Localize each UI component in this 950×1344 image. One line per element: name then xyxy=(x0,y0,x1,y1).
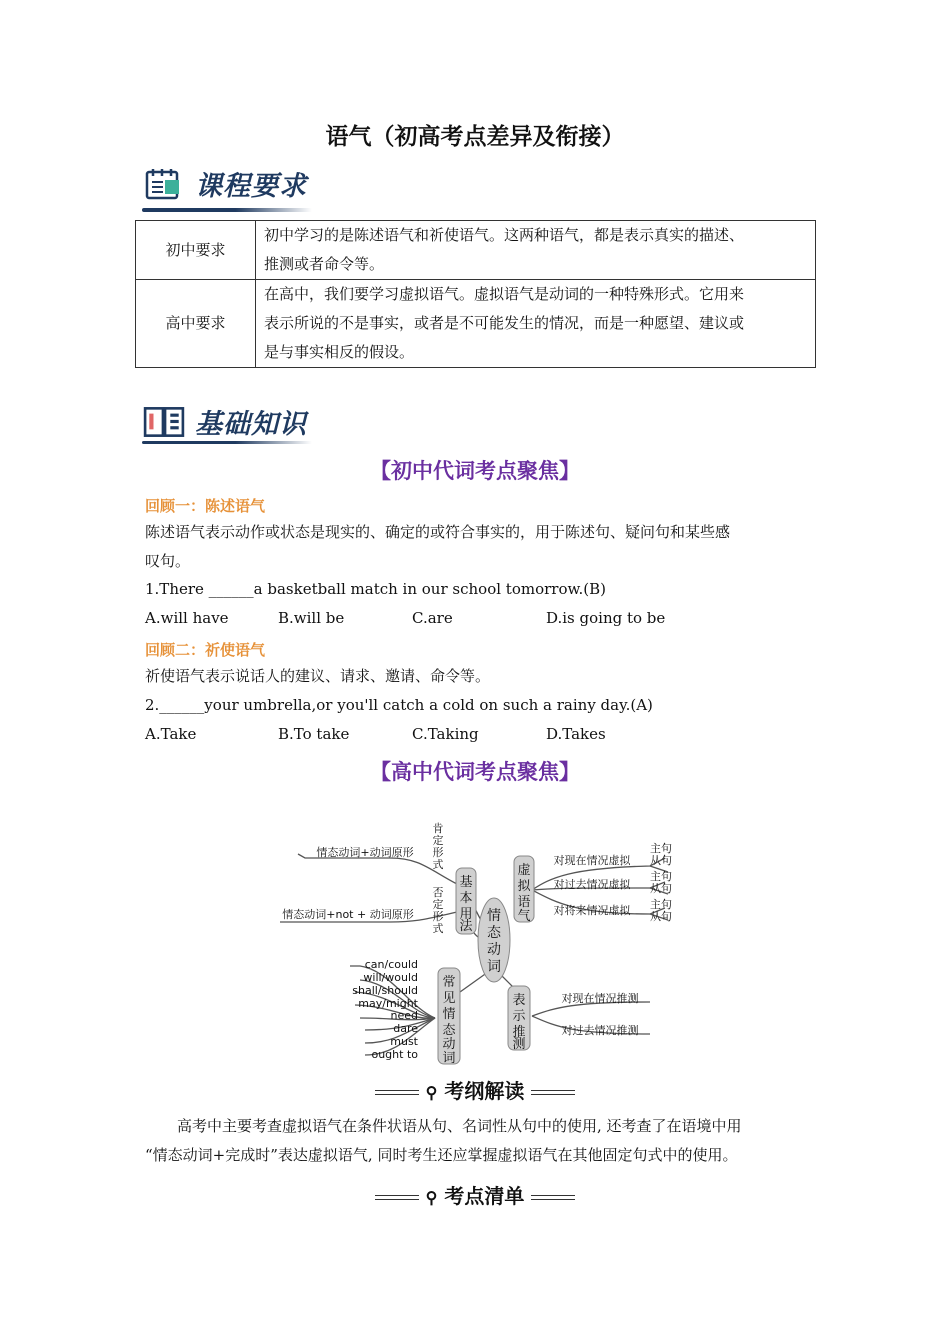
svg-text:动: 动 xyxy=(442,1037,456,1052)
section-underline xyxy=(142,441,312,444)
text-line: 陈述语气表示动作或状态是现实的、确定的或符合事实的，用于陈述句、疑问句和某些感 xyxy=(145,523,731,541)
svg-text:主句: 主句 xyxy=(650,870,672,883)
svg-text:表: 表 xyxy=(512,993,526,1008)
svg-text:否: 否 xyxy=(432,886,444,899)
text-line: 推测或者命令等。 xyxy=(264,255,385,273)
svg-text:shall/should: shall/should xyxy=(352,984,418,997)
section-underline xyxy=(142,208,312,212)
row-label: 高中要求 xyxy=(136,280,256,368)
negative-item: 情态动词+not + 动词原形 xyxy=(282,908,414,921)
svg-text:虚: 虚 xyxy=(517,863,531,878)
inference-item: 对现在情况推测 xyxy=(561,992,639,1005)
affirmative-item: 情态动词+动词原形 xyxy=(316,846,414,859)
review1-question: 1.There ______a basketball match in our school tomorrow.(B) xyxy=(145,580,607,598)
svg-text:词: 词 xyxy=(442,1051,456,1066)
requirements-table xyxy=(135,220,816,368)
review2-title: 回顾二：祈使语气 xyxy=(145,641,266,659)
svg-text:从句: 从句 xyxy=(650,882,672,895)
text-line: “情态动词+完成时”表达虚拟语气, 同时考生还应掌握虚拟语气在其他固定句式中的使用。 xyxy=(145,1146,738,1164)
senior-focus-heading: 【高中代词考点聚焦】 xyxy=(370,759,580,784)
section-title: 基础知识 xyxy=(195,409,307,440)
modal-list xyxy=(352,958,418,1061)
option: B.To take xyxy=(278,725,350,743)
book-icon xyxy=(143,404,185,440)
review1-title: 回顾一：陈述语气 xyxy=(145,497,266,515)
magnifier-icon: ⚲ xyxy=(425,1188,438,1207)
svg-text:从句: 从句 xyxy=(650,854,672,867)
review2-question: 2.______your umbrella,or you'll catch a cold on such a rainy day.(A) xyxy=(145,696,653,714)
divider-rule xyxy=(375,1195,419,1200)
svg-text:情: 情 xyxy=(487,908,501,924)
common-modals-node xyxy=(438,968,460,1066)
row-text xyxy=(256,221,816,280)
option: C.Taking xyxy=(412,725,479,743)
svg-text:动: 动 xyxy=(487,942,501,958)
table-row xyxy=(136,221,816,280)
review2-description: 祈使语气表示说话人的建议、请求、邀请、命令等。 xyxy=(145,667,491,685)
svg-text:从句: 从句 xyxy=(650,910,672,923)
svg-text:主句: 主句 xyxy=(650,842,672,855)
svg-text:must: must xyxy=(390,1035,418,1048)
svg-text:主句: 主句 xyxy=(650,898,672,911)
svg-text:语: 语 xyxy=(517,895,531,910)
modal-verbs-mindmap xyxy=(270,822,690,1066)
svg-text:词: 词 xyxy=(487,959,501,975)
outline-heading xyxy=(0,1075,950,1104)
option: D.Takes xyxy=(546,725,606,743)
subjunctive-node xyxy=(514,856,534,924)
svg-text:态: 态 xyxy=(442,1023,456,1038)
svg-text:can/could: can/could xyxy=(364,958,418,971)
subjunctive-item: 对现在情况虚拟 xyxy=(553,854,631,867)
svg-text:示: 示 xyxy=(512,1009,526,1024)
divider-rule xyxy=(531,1195,575,1200)
svg-text:用: 用 xyxy=(459,907,473,922)
svg-text:法: 法 xyxy=(459,919,473,934)
svg-text:推: 推 xyxy=(512,1025,526,1040)
text-line: 在高中，我们要学习虚拟语气。虚拟语气是动词的一种特殊形式。它用来 xyxy=(264,285,745,303)
svg-text:拟: 拟 xyxy=(517,879,531,894)
svg-text:态: 态 xyxy=(487,925,501,941)
outline-text xyxy=(145,1112,815,1170)
svg-text:本: 本 xyxy=(459,891,473,906)
subjunctive-item: 对过去情况虚拟 xyxy=(553,878,631,891)
svg-text:ought to: ought to xyxy=(371,1048,418,1061)
svg-text:式: 式 xyxy=(432,858,444,871)
inference-item: 对过去情况推测 xyxy=(561,1024,639,1037)
divider-rule xyxy=(375,1090,419,1095)
checklist-heading xyxy=(0,1180,950,1209)
svg-text:情: 情 xyxy=(442,1007,456,1022)
notepad-icon xyxy=(145,168,183,200)
svg-text:测: 测 xyxy=(512,1037,526,1052)
option: A.will have xyxy=(145,609,229,627)
negative-label xyxy=(433,886,444,935)
svg-text:基: 基 xyxy=(459,875,473,890)
text-line: 初中学习的是陈述语气和祈使语气。这两种语气，都是表示真实的描述、 xyxy=(264,226,745,244)
checklist-title: 考点清单 xyxy=(444,1184,525,1208)
svg-text:气: 气 xyxy=(517,909,531,924)
document-title: 语气（初高考点差异及衔接） xyxy=(325,123,625,150)
divider-rule xyxy=(531,1090,575,1095)
svg-text:dare: dare xyxy=(393,1022,418,1035)
text-line: 是与事实相反的假设。 xyxy=(264,343,415,361)
subjunctive-item: 对将来情况虚拟 xyxy=(553,904,631,917)
svg-text:may/might: may/might xyxy=(358,997,418,1010)
row-label: 初中要求 xyxy=(136,221,256,280)
svg-text:见: 见 xyxy=(442,991,456,1006)
svg-text:肯: 肯 xyxy=(432,822,444,835)
basic-usage-node xyxy=(456,868,476,934)
inference-node xyxy=(508,986,530,1052)
text-line: 叹句。 xyxy=(145,552,191,570)
junior-focus-heading: 【初中代词考点聚焦】 xyxy=(370,458,580,483)
svg-text:will/would: will/would xyxy=(363,971,418,984)
outline-title: 考纲解读 xyxy=(444,1079,525,1103)
svg-text:定: 定 xyxy=(432,898,444,911)
svg-text:形: 形 xyxy=(432,846,444,859)
option: C.are xyxy=(412,609,453,627)
section-title: 课程要求 xyxy=(195,171,307,202)
magnifier-icon: ⚲ xyxy=(425,1083,438,1102)
affirmative-label xyxy=(433,822,444,871)
option: D.is going to be xyxy=(546,609,666,627)
table-row xyxy=(136,280,816,368)
svg-text:形: 形 xyxy=(432,910,444,923)
svg-text:式: 式 xyxy=(432,922,444,935)
option: B.will be xyxy=(278,609,345,627)
review1-description xyxy=(145,518,825,576)
text-line: 表示所说的不是事实，或者是不可能发生的情况，而是一种愿望、建议或 xyxy=(264,314,745,332)
row-text xyxy=(256,280,816,368)
clause-labels xyxy=(650,841,672,923)
text-line: 高考中主要考查虚拟语气在条件状语从句、名词性从句中的使用, 还考查了在语境中用 xyxy=(177,1117,742,1135)
svg-text:定: 定 xyxy=(432,834,444,847)
option: A.Take xyxy=(145,725,197,743)
svg-text:常: 常 xyxy=(442,975,456,990)
svg-text:need: need xyxy=(390,1009,418,1022)
center-node xyxy=(478,898,510,982)
